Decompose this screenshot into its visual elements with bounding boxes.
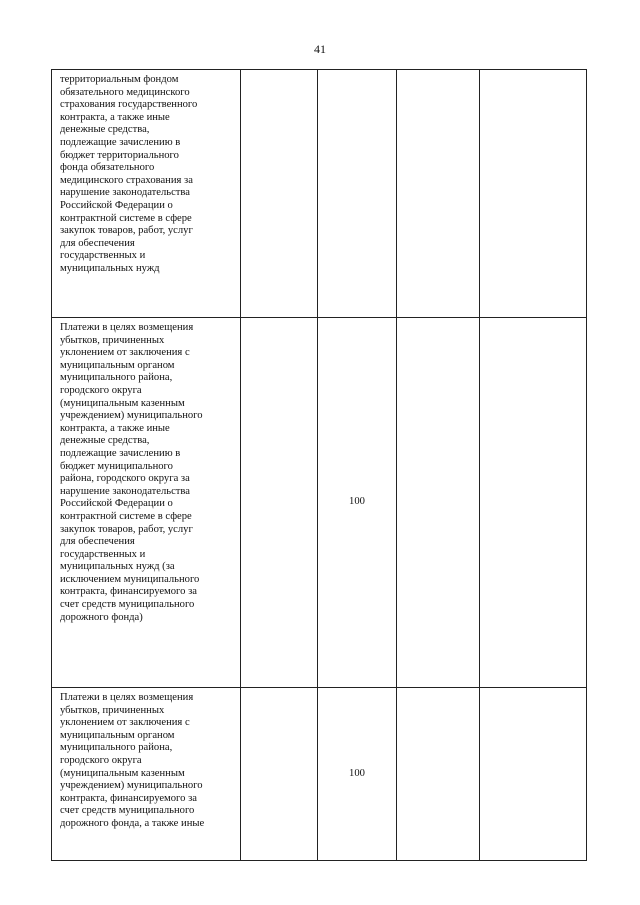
budget-share-cell <box>397 318 480 688</box>
budget-share-cell <box>241 318 318 688</box>
table-row <box>52 318 587 688</box>
budget-share-cell <box>241 70 318 318</box>
budget-share-cell <box>480 688 587 861</box>
table-row <box>52 688 587 861</box>
budget-share-cell <box>480 70 587 318</box>
budget-share-cell <box>318 70 397 318</box>
revenue-distribution-table <box>51 69 587 861</box>
budget-share-cell <box>241 688 318 861</box>
budget-share-cell: 100 <box>318 688 397 861</box>
table-row <box>52 70 587 318</box>
row-description: Платежи в целях возмещения убытков, причиненных уклонением от заключения с муниципальным органом муниципального района, городского округа (муниципальным казенным учреждением) муниципального контракта, а также иные денежные средства, подлежащие зачислению в бюджет муниципального района, городского округа за нарушение законодательства Российской Федерации о контрактной системе в сфере закупок товаров, работ, услуг для обеспечения государственных и муниципальных нужд (за исключением муниципального контракта, финансируемого за счет средств муниципального дорожного фонда) <box>52 318 241 688</box>
row-description: Платежи в целях возмещения убытков, причиненных уклонением от заключения с муниципальным органом муниципального района, городского округа (муниципальным казенным учреждением) муниципального контракта, финансируемого за счет средств муниципального дорожного фонда, а также иные <box>52 688 241 861</box>
row-description: территориальным фондом обязательного медицинского страхования государственного контракта, а также иные денежные средства, подлежащие зачислению в бюджет территориального фонда обязательного медицинского страхования за нарушение законодательства Российской Федерации о контрактной системе в сфере закупок товаров, работ, услуг для обеспечения государственных и муниципальных нужд <box>52 70 241 318</box>
page-number: 41 <box>314 42 326 56</box>
budget-share-cell <box>397 70 480 318</box>
budget-share-cell: 100 <box>318 318 397 688</box>
budget-share-cell <box>397 688 480 861</box>
budget-share-cell <box>480 318 587 688</box>
